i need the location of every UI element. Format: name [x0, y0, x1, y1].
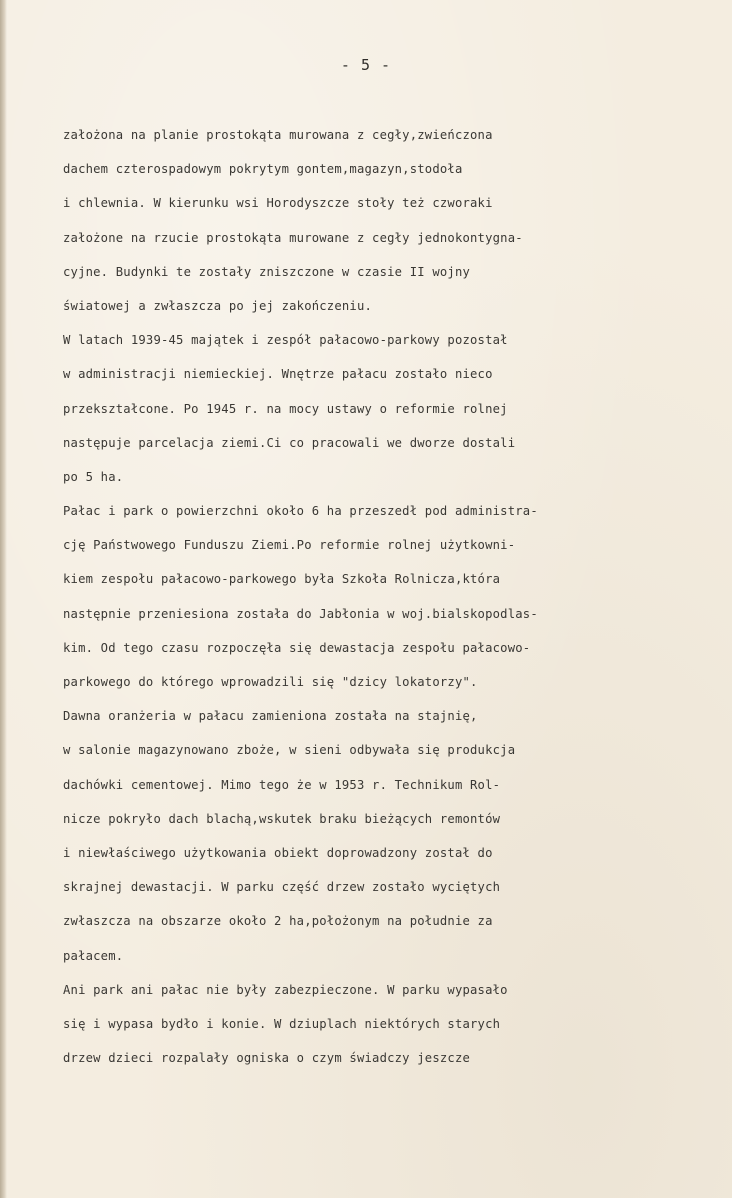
text-line: dachem czterospadowym pokrytym gontem,magazyn,stodoła — [63, 162, 463, 177]
text-line: drzew dzieci rozpalały ogniska o czym świadczy jeszcze — [63, 1051, 471, 1066]
text-line: parkowego do którego wprowadzili się "dzicy lokatorzy". — [63, 675, 478, 689]
text-line: założone na rzucie prostokąta murowane z cegły jednokontygna- — [63, 230, 523, 245]
text-line: światowej a zwłaszcza po jej zakończeniu. — [63, 298, 373, 313]
text-line: kim. Od tego czasu rozpoczęła się dewastacja zespołu pałacowo- — [63, 640, 531, 655]
text-line: następnie przeniesiona została do Jabłonia w woj.bialskopodlas- — [63, 606, 538, 621]
text-line: Ani park ani pałac nie były zabezpieczone. W parku wypasało — [63, 982, 508, 997]
text-line: się i wypasa bydło i konie. W dziuplach niektórych starych — [63, 1016, 501, 1031]
text-line: przekształcone. Po 1945 r. na mocy ustawy o reformie rolnej — [63, 401, 508, 416]
body-text — [63, 118, 723, 1075]
text-line: i niewłaściwego użytkowania obiekt doprowadzony został do — [63, 845, 493, 860]
text-line: Pałac i park o powierzchni około 6 ha przeszedł pod administra- — [63, 504, 538, 519]
text-line: następuje parcelacja ziemi.Ci co pracowali we dworze dostali — [63, 435, 516, 450]
text-line: i chlewnia. W kierunku wsi Horodyszcze stoły też czworaki — [63, 196, 493, 211]
text-line: W latach 1939-45 majątek i zespół pałacowo-parkowy pozostał — [63, 333, 508, 348]
page-number: - 5 - — [340, 56, 392, 74]
text-line: skrajnej dewastacji. W parku część drzew zostało wyciętych — [63, 880, 501, 895]
text-line: pałacem. — [63, 948, 124, 963]
text-line: założona na planie prostokąta murowana z cegły,zwieńczona — [63, 128, 493, 142]
text-line: cyjne. Budynki te zostały zniszczone w czasie II wojny — [63, 264, 471, 279]
text-line: dachówki cementowej. Mimo tego że w 1953 r. Technikum Rol- — [63, 777, 501, 792]
text-line: cję Państwowego Funduszu Ziemi.Po reformie rolnej użytkowni- — [63, 538, 516, 553]
text-line: kiem zespołu pałacowo-parkowego była Szkoła Rolnicza,która — [63, 572, 501, 587]
text-line: w administracji niemieckiej. Wnętrze pałacu zostało nieco — [63, 367, 493, 382]
text-line: po 5 ha. — [63, 469, 124, 484]
paper-edge-shadow — [0, 0, 7, 1198]
text-line: w salonie magazynowano zboże, w sieni odbywała się produkcja — [63, 743, 516, 758]
text-line: nicze pokryło dach blachą,wskutek braku bieżących remontów — [63, 811, 501, 826]
text-line: zwłaszcza na obszarze około 2 ha,położonym na południe za — [63, 914, 493, 929]
text-line: Dawna oranżeria w pałacu zamieniona została na stajnię, — [63, 709, 478, 724]
